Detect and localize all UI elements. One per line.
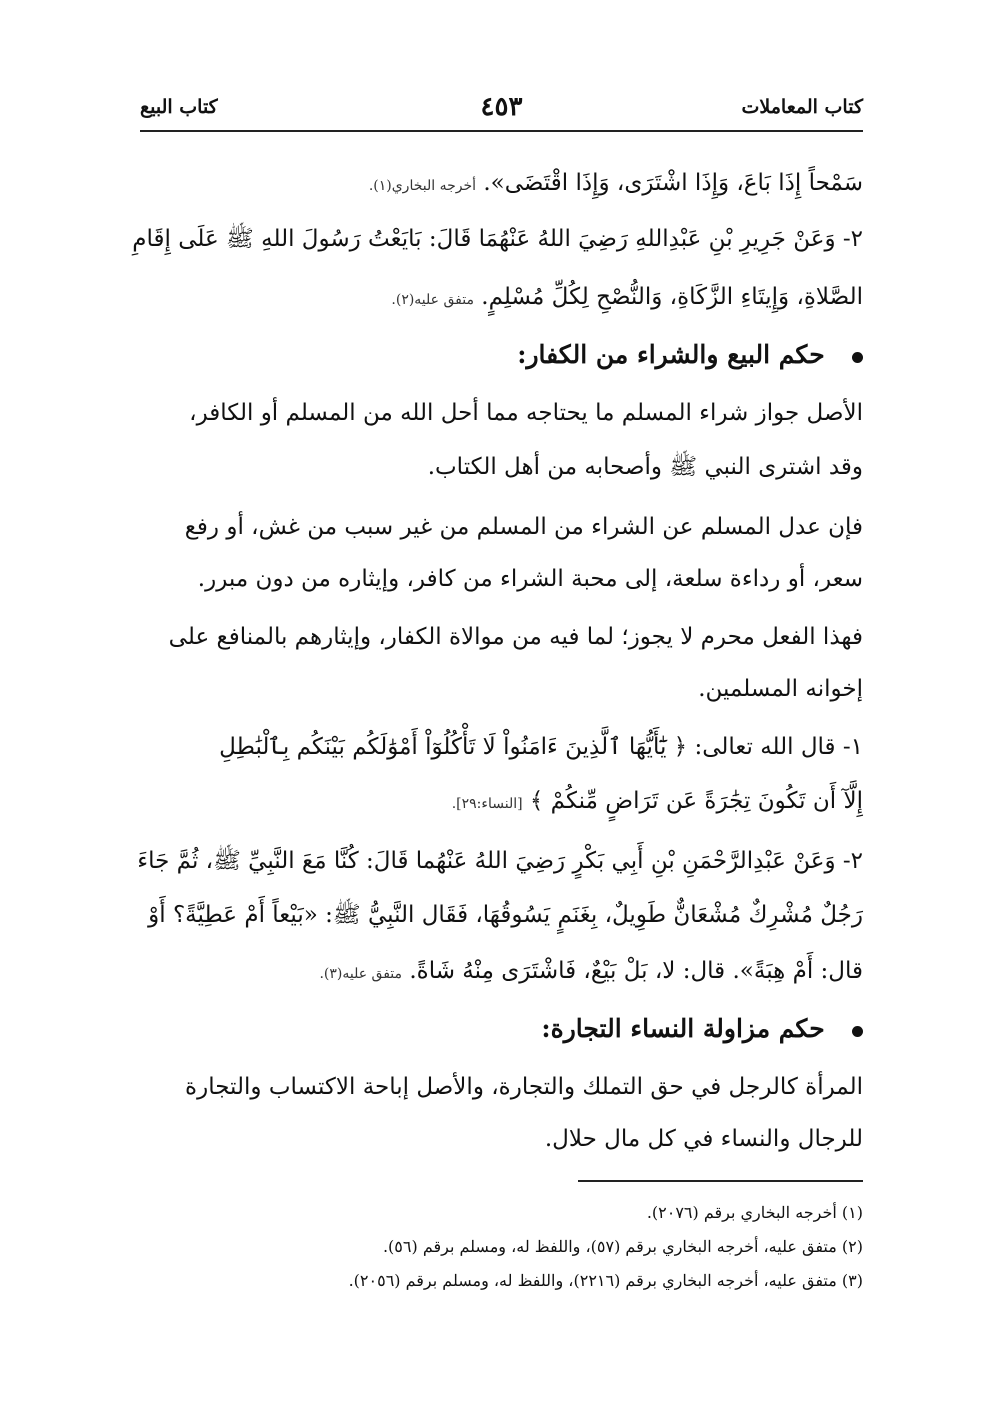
- text-line: [140, 282, 863, 315]
- text-line: [140, 622, 863, 652]
- bullet-icon: [852, 352, 863, 363]
- text-line: [140, 732, 863, 762]
- page-header: [140, 92, 863, 126]
- header-book-title: كتاب المعاملات: [741, 96, 863, 118]
- line-text: إِلَّآ أَن تَكُونَ تِجَٰرَةً عَن تَرَاضٍ مِّنكُمْ ﴾: [529, 788, 863, 814]
- text-line: [140, 512, 863, 542]
- line-text: وقد اشترى النبي ﷺ وأصحابه من أهل الكتاب.: [427, 454, 863, 480]
- text-line: [140, 674, 863, 704]
- heading-text: حكم مزاولة النساء التجارة:: [541, 1014, 825, 1043]
- line-text: رَجُلٌ مُشْرِكٌ مُشْعَانٌّ طَوِيلٌ، بِغَنَمٍ يَسُوقُهَا، فَقَال النَّبِيُّ ﷺ: «بَيْعاً أَمْ عَطِيَّةً؟ أَوْ: [148, 902, 863, 928]
- bullet-icon: [852, 1026, 863, 1037]
- line-text: المرأة كالرجل في حق التملك والتجارة، والأصل إباحة الاكتساب والتجارة: [185, 1074, 863, 1100]
- line-text: الأصل جواز شراء المسلم ما يحتاجه مما أحل الله من المسلم أو الكافر،: [189, 400, 863, 426]
- citation: [النساء:٢٩].: [451, 796, 523, 812]
- footnote: (٢) متفق عليه، أخرجه البخاري برقم (٥٧)، واللفظ له، ومسلم برقم (٥٦).: [382, 1237, 863, 1256]
- text-line: [140, 398, 863, 428]
- line-text: قال: أَمْ هِبَةً». قال: لا، بَلْ بَيْعٌ، فَاشْتَرَى مِنْهُ شَاةً.: [409, 958, 863, 984]
- text-line: [140, 452, 863, 482]
- line-text: سعر، أو رداءة سلعة، إلى محبة الشراء من كافر، وإيثاره من دون مبرر.: [197, 566, 863, 592]
- text-line: [132, 224, 863, 254]
- text-line: [137, 846, 863, 876]
- section-heading: [140, 1014, 863, 1045]
- text-line: [140, 900, 863, 930]
- text-line: [140, 1124, 863, 1154]
- header-chapter-title: كتاب البيع: [140, 96, 218, 118]
- line-text: ٢- وَعَنْ عَبْدِالرَّحْمَنِ بْنِ أَبِي بَكْرٍ رَضِيَ اللهُ عَنْهُما قَالَ: كُنَّا مَعَ النَّبِيِّ ﷺ، ثُمَّ جَاءَ: [137, 848, 863, 874]
- line-text: ٢- وَعَنْ جَرِيرِ بْنِ عَبْدِاللهِ رَضِيَ اللهُ عَنْهُمَا قَالَ: بَايَعْتُ رَسُولَ اللهِ ﷺ عَلَى إِقَامِ: [132, 226, 863, 252]
- text-line: [140, 786, 863, 819]
- citation: متفق عليه(٢).: [391, 292, 474, 308]
- line-text: للرجال والنساء في كل مال حلال.: [544, 1126, 863, 1152]
- text-line: [140, 956, 863, 989]
- line-text: فإن عدل المسلم عن الشراء من المسلم من غير سبب من غش، أو رفع: [184, 514, 863, 540]
- footnote-divider: [578, 1180, 863, 1182]
- heading-text: حكم البيع والشراء من الكفار:: [517, 340, 825, 369]
- line-text: الصَّلاةِ، وَإِيتَاءِ الزَّكَاةِ، وَالنُّصْحِ لِكُلِّ مُسْلِمٍ.: [481, 284, 863, 310]
- header-divider: [140, 130, 863, 132]
- footnote: (١) أخرجه البخاري برقم (٢٠٧٦).: [646, 1203, 863, 1222]
- text-line: [140, 1072, 863, 1102]
- text-line: [140, 168, 863, 201]
- citation: أخرجه البخاري(١).: [368, 178, 477, 194]
- line-text: ١- قال الله تعالى: ﴿ يَٰٓأَيُّهَا ٱلَّذِينَ ءَامَنُواْ لَا تَأْكُلُوٓاْ أَمْوَٰلَكُم بَيْنَكُم بِٱلْبَٰطِلِ: [219, 734, 863, 760]
- text-line: [140, 564, 863, 594]
- line-text: سَمْحاً إِذَا بَاعَ، وَإِذَا اشْتَرَى، وَإِذَا اقْتَضَى».: [483, 170, 863, 196]
- footnote: (٣) متفق عليه، أخرجه البخاري برقم (٢٢١٦)، واللفظ له، ومسلم برقم (٢٠٥٦).: [348, 1271, 863, 1290]
- citation: متفق عليه(٣).: [319, 966, 403, 982]
- line-text: فهذا الفعل محرم لا يجوز؛ لما فيه من موالاة الكفار، وإيثارهم بالمنافع على: [168, 624, 863, 650]
- section-heading: [140, 340, 863, 371]
- page-number: ٤٥٣: [480, 92, 523, 122]
- line-text: إخوانه المسلمين.: [698, 676, 863, 702]
